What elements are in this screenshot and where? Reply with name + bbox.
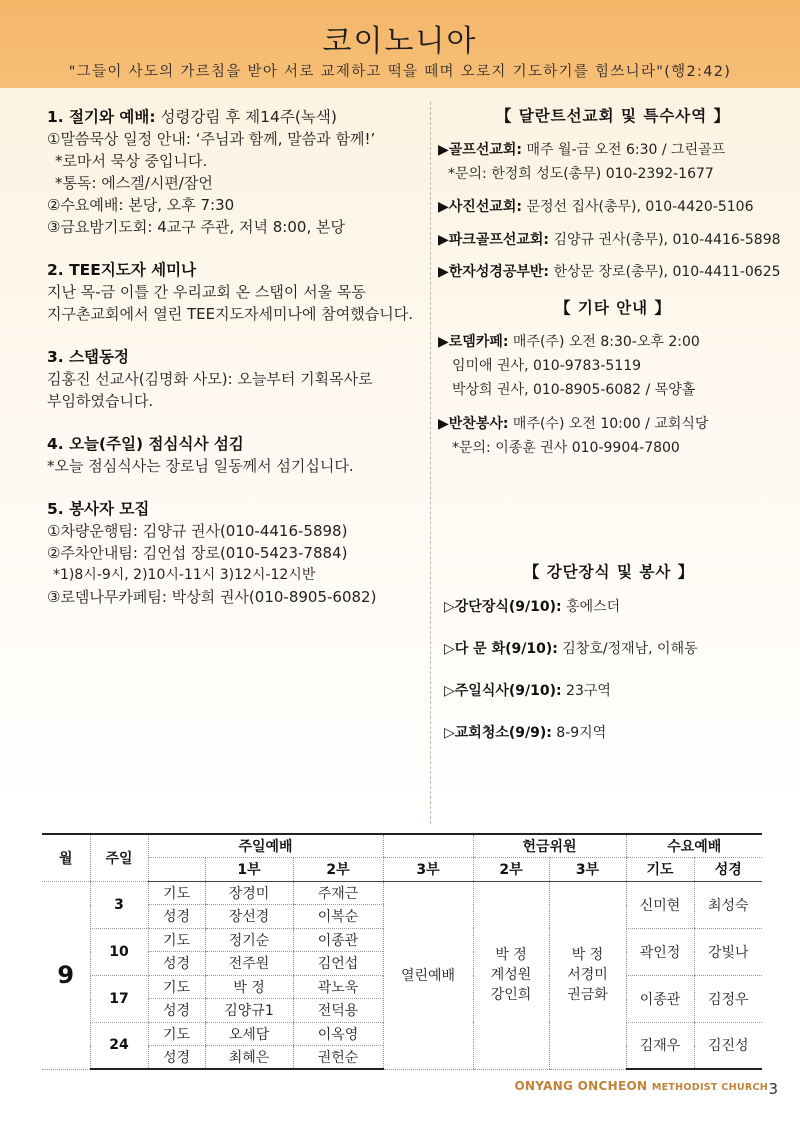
- announcements-column: [47, 106, 425, 629]
- header-scripture: 성경: [694, 858, 762, 882]
- section-staff-news: [47, 346, 425, 412]
- item-value: 김창호/정재남, 이해동: [557, 641, 698, 657]
- week-cell: 3: [90, 881, 148, 928]
- heading-value: 성령강림 후 제14주(녹색): [155, 108, 337, 126]
- item-value: 8-9지역: [551, 725, 607, 741]
- month-cell: 9: [42, 881, 90, 1069]
- wed-scripture-cell: 김진성: [694, 1022, 762, 1069]
- header-verse: "그들이 사도의 가르침을 받아 서로 교제하고 떡을 떼며 오로지 기도하기를 힘쓰니라"(행2:42): [68, 64, 732, 80]
- line: ②수요예배: 본당, 오후 7:30: [47, 196, 235, 214]
- golf-contact: *문의: 한정희 성도(총무) 010-2392-1677: [448, 166, 714, 182]
- item-value: 23구역: [561, 683, 611, 699]
- cell: 권헌순: [293, 1046, 383, 1070]
- role-cell: 성경: [148, 952, 205, 976]
- wed-scripture-cell: 최성숙: [694, 881, 762, 928]
- item-value: 문정선 집사(총무), 010-4420-5106: [522, 199, 754, 215]
- offer-name: 권금화: [567, 987, 608, 1003]
- church-name-main: ONYANG ONCHEON: [514, 1079, 648, 1093]
- header-blank: [383, 834, 473, 858]
- role-cell: 기도: [148, 975, 205, 999]
- heading-label: 1. 절기와 예배:: [47, 108, 156, 126]
- item-label: ▷강단장식(9/10):: [444, 599, 562, 615]
- altar-item: [444, 680, 774, 702]
- offering-2bu-cell: [473, 881, 549, 1069]
- golf-mission: [438, 138, 788, 162]
- week-cell: 24: [90, 1022, 148, 1069]
- role-cell: 기도: [148, 928, 205, 952]
- wed-prayer-cell: 이종관: [626, 975, 694, 1022]
- item-label: ▷다 문 화(9/10):: [444, 641, 558, 657]
- wed-prayer-cell: 곽인정: [626, 928, 694, 975]
- line: 김홍진 선교사(김명화 사모): 오늘부터 기획목사로: [47, 370, 373, 388]
- header-prayer: 기도: [626, 858, 694, 882]
- cafe-info: [438, 330, 788, 354]
- wed-prayer-cell: 김재우: [626, 1022, 694, 1069]
- role-cell: 성경: [148, 999, 205, 1023]
- cell: 최혜은: [205, 1046, 293, 1070]
- cell: 이복순: [293, 905, 383, 929]
- offer-name: 서경미: [567, 967, 608, 983]
- third-service-cell: 열린예배: [383, 881, 473, 1069]
- hanja-class: [438, 260, 788, 284]
- cafe-contact-1: 임미애 권사, 010-9783-5119: [452, 358, 642, 374]
- header-wednesday: 수요예배: [626, 834, 762, 858]
- church-name-sub: METHODIST CHURCH: [651, 1082, 768, 1093]
- wed-prayer-cell: 신미현: [626, 881, 694, 928]
- table-row: [42, 881, 762, 905]
- altar-item: [444, 596, 774, 618]
- item-label: ▶반찬봉사:: [438, 416, 509, 432]
- table-subheader-row: [42, 858, 762, 882]
- page-title: 코이노니아: [322, 24, 478, 59]
- header-3bu: 3부: [383, 858, 473, 882]
- item-label: ▷교회청소(9/9):: [444, 725, 552, 741]
- item-label: ▶사진선교회:: [438, 199, 522, 215]
- wed-scripture-cell: 김정우: [694, 975, 762, 1022]
- line: 지난 목-금 이틀 간 우리교회 온 스탭이 서울 목동: [47, 283, 366, 301]
- altar-title: 【 강단장식 및 봉사 】: [523, 563, 695, 581]
- cell: 장선경: [205, 905, 293, 929]
- offer-name: 박 정: [495, 947, 527, 963]
- item-value: 매주(수) 오전 10:00 / 교회식당: [508, 416, 709, 432]
- section-heading: 2. TEE지도자 세미나: [47, 261, 197, 279]
- section-heading: 3. 스탭동정: [47, 348, 129, 366]
- role-cell: 기도: [148, 1022, 205, 1046]
- page-number: 3: [768, 1080, 778, 1098]
- photo-mission: [438, 195, 788, 219]
- page-header: [0, 0, 800, 88]
- line: *오늘 점심식사는 장로님 일동께서 섬기십니다.: [47, 457, 354, 475]
- section-lunch: [47, 433, 425, 477]
- column-divider: [430, 102, 431, 824]
- wed-scripture-cell: 강빛나: [694, 928, 762, 975]
- header-week: 주일: [90, 834, 148, 881]
- item-value: 김양규 권사(총무), 010-4416-5898: [549, 232, 781, 248]
- item-value: 홍에스더: [561, 599, 621, 615]
- section-heading: 5. 봉사자 모집: [47, 500, 150, 518]
- line: *로마서 묵상 중입니다.: [55, 152, 208, 170]
- section-volunteers: [47, 498, 425, 608]
- altar-item: [444, 638, 774, 660]
- item-label: ▷주일식사(9/10):: [444, 683, 562, 699]
- parkgolf-mission: [438, 228, 788, 252]
- header-1bu: 1부: [205, 858, 293, 882]
- side-dish-contact: *문의: 이종훈 권사 010-9904-7800: [452, 440, 680, 456]
- line: ③금요밤기도회: 4교구 주관, 저녁 8:00, 본당: [47, 218, 345, 236]
- cell: 이종관: [293, 928, 383, 952]
- offer-name: 강인희: [490, 987, 532, 1003]
- cell: 정기순: [205, 928, 293, 952]
- header-offering: 헌금위원: [473, 834, 626, 858]
- line: *통독: 에스겔/시편/잠언: [55, 174, 213, 192]
- line: 부임하였습니다.: [47, 392, 154, 410]
- table-header-row: [42, 834, 762, 858]
- item-label: ▶파크골프선교회:: [438, 232, 550, 248]
- cell: 전주원: [205, 952, 293, 976]
- service-schedule-table: [42, 833, 762, 1070]
- item-value: 매주(주) 오전 8:30-오후 2:00: [508, 334, 700, 350]
- role-cell: 성경: [148, 905, 205, 929]
- section-worship: [47, 106, 425, 238]
- church-name-footer: [514, 1079, 768, 1093]
- header-offer-2bu: 2부: [473, 858, 549, 882]
- section-tee-seminar: [47, 259, 425, 325]
- cell: 오세담: [205, 1022, 293, 1046]
- offer-name: 계성원: [490, 967, 532, 983]
- cell: 곽노욱: [293, 975, 383, 999]
- altar-section: [444, 560, 774, 764]
- header-month: 월: [42, 834, 90, 881]
- role-cell: 기도: [148, 881, 205, 905]
- header-2bu: 2부: [293, 858, 383, 882]
- item-label: ▶로뎀카페:: [438, 334, 509, 350]
- section-heading: [47, 106, 425, 128]
- ministries-column: [438, 104, 788, 460]
- cell: 박 정: [205, 975, 293, 999]
- header-sunday-service: 주일예배: [148, 834, 383, 858]
- cell: 김양규1: [205, 999, 293, 1023]
- line: ①차량운행팀: 김양규 권사(010-4416-5898): [47, 522, 348, 540]
- line: *1)8시-9시, 2)10시-11시 3)12시-12시반: [53, 567, 316, 583]
- cell: 김언섭: [293, 952, 383, 976]
- cell: 주재근: [293, 881, 383, 905]
- line: ③로뎀나무카페팀: 박상희 권사(010-8905-6082): [47, 588, 377, 606]
- line: 지구촌교회에서 열린 TEE지도자세미나에 참여했습니다.: [47, 305, 413, 323]
- item-value: 매주 월-금 오전 6:30 / 그린골프: [522, 142, 726, 158]
- item-value: 한상문 장로(총무), 010-4411-0625: [549, 264, 781, 280]
- role-cell: 성경: [148, 1046, 205, 1070]
- altar-item: [444, 722, 774, 744]
- header-offer-3bu: 3부: [549, 858, 626, 882]
- offer-name: 박 정: [571, 947, 604, 963]
- week-cell: 10: [90, 928, 148, 975]
- line: ①말씀묵상 일정 안내: ‘주님과 함께, 말씀과 함께!’: [47, 130, 376, 148]
- side-dish-service: [438, 412, 788, 436]
- item-label: ▶골프선교회:: [438, 142, 522, 158]
- cell: 이옥영: [293, 1022, 383, 1046]
- offering-3bu-cell: [549, 881, 626, 1069]
- line: ②주차안내팀: 김언섭 장로(010-5423-7884): [47, 544, 348, 562]
- week-cell: 17: [90, 975, 148, 1022]
- etc-title: 【 기타 안내 】: [554, 299, 672, 317]
- cafe-contact-2: 박상희 권사, 010-8905-6082 / 목양홀: [452, 382, 696, 398]
- header-blank: [148, 858, 205, 882]
- cell: 장경미: [205, 881, 293, 905]
- section-heading: 4. 오늘(주일) 점심식사 섬김: [47, 435, 244, 453]
- cell: 전덕용: [293, 999, 383, 1023]
- item-label: ▶한자성경공부반:: [438, 264, 550, 280]
- mission-title: 【 달란트선교회 및 특수사역 】: [495, 107, 731, 125]
